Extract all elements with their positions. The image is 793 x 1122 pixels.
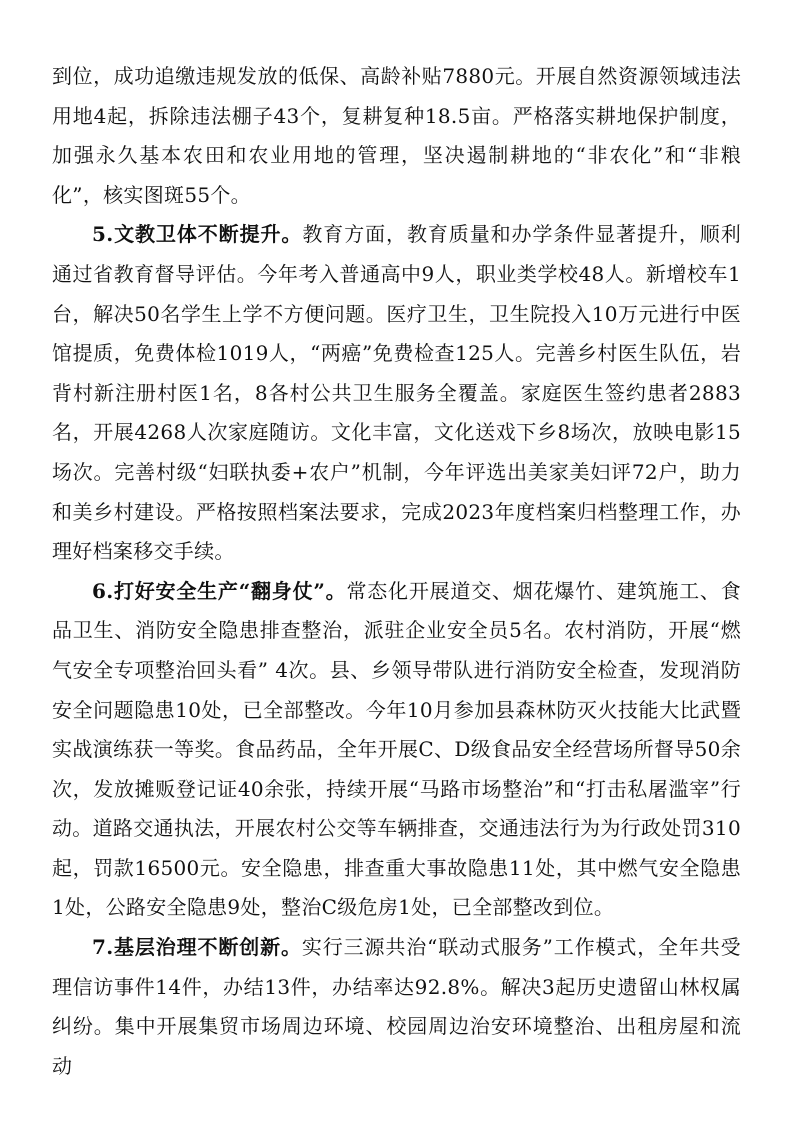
paragraph-body: 教育方面，教育质量和办学条件显著提升，顺利通过省教育督导评估。今年考入普通高中9人，职业类学校48人。新增校车1台，解决50名学生上学不方便问题。医疗卫生，卫生院投入10万元进行中医馆提质，免费体检1019人，“两癌”免费检查125人。完善乡村医生队伍，岩背村新注册村医1名，8各村公共卫生服务全覆盖。家庭医生签约患者2883名，开展4268人次家庭随访。文化丰富，文化送戏下乡8场次，放映电影15场次。完善村级“妇联执委+农户”机制，今年评选出美家美妇评72户，助力和美乡村建设。严格按照档案法要求，完成2023年度档案归档整理工作，办理好档案移交手续。 [52,222,741,564]
paragraph-heading: 5.文教卫体不断提升。 [92,222,303,247]
paragraph-body: 常态化开展道交、烟花爆竹、建筑施工、食品卫生、消防安全隐患排查整治，派驻企业安全员5名。农村消防，开展“燃气安全专项整治回头看” 4次。县、乡领导带队进行消防安全检查，发现消防安全问题隐患10处，已全部整改。今年10月参加县森林防灭火技能大比武暨实战演练获一等奖。食品药品，全年开展C、D级食品安全经营场所督导50余次，发放摊贩登记证40余张，持续开展“马路市场整治”和“打击私屠滥宰”行动。道路交通执法，开展农村公交等车辆排查，交通违法行为为行政处罚310起，罚款16500元。安全隐患，排查重大事故隐患11处，其中燃气安全隐患1处，公路安全隐患9处，整治C级危房1处，已全部整改到位。 [52,578,741,920]
paragraph-grassroots-governance [52,928,741,1086]
paragraph-continuation [52,57,741,215]
paragraph-heading: 6.打好安全生产“翻身仗”。 [92,578,347,603]
paragraph-education-health [52,215,741,571]
paragraph-body: 到位，成功追缴违规发放的低保、高龄补贴7880元。开展自然资源领域违法用地4起，拆除违法棚子43个，复耕复种18.5亩。严格落实耕地保护制度，加强永久基本农田和农业用地的管理，坚决遏制耕地的“非农化”和“非粮化”，核实图斑55个。 [52,64,741,207]
paragraph-body: 实行三源共治“联动式服务”工作模式，全年共受理信访事件14件，办结13件，办结率达92.8%。解决3起历史遗留山林权属纠纷。集中开展集贸市场周边环境、校园周边治安环境整治、出租房屋和流动 [52,935,741,1078]
paragraph-safety-production [52,572,741,928]
paragraph-heading: 7.基层治理不断创新。 [92,935,302,960]
